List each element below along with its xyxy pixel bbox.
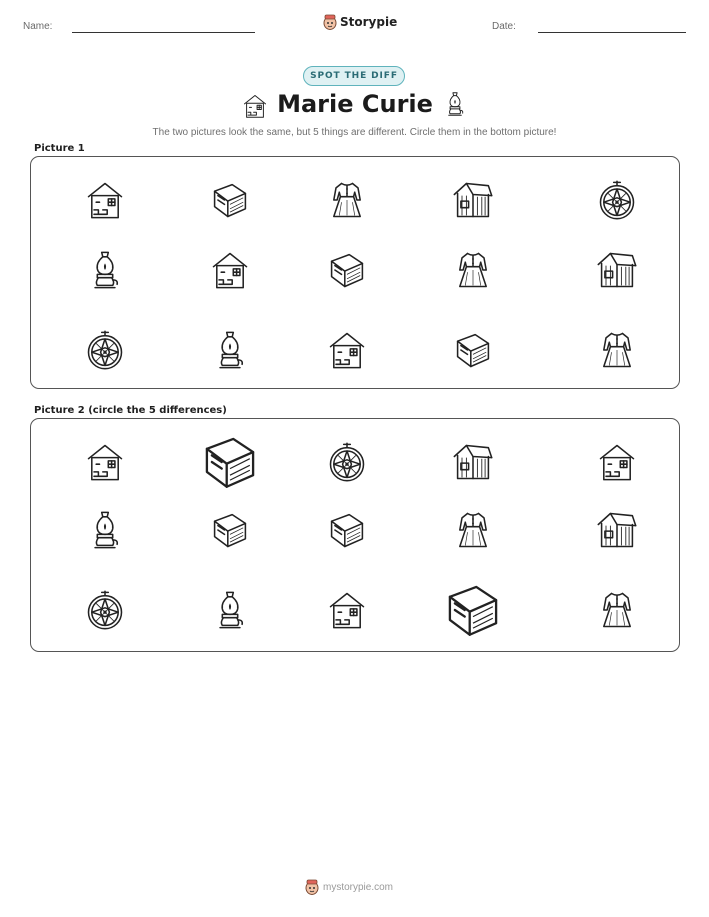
oil-lamp-icon[interactable] — [208, 588, 252, 632]
date-line[interactable] — [538, 32, 686, 33]
dress-icon[interactable] — [595, 588, 639, 632]
house-icon[interactable] — [325, 588, 369, 632]
footer — [305, 879, 393, 895]
book-icon[interactable] — [208, 178, 252, 222]
book-icon[interactable] — [451, 328, 495, 372]
dress-icon[interactable] — [451, 248, 495, 292]
house-icon[interactable] — [83, 178, 127, 222]
shed-icon[interactable] — [451, 440, 495, 484]
book-icon[interactable] — [325, 508, 369, 552]
spot-the-diff-badge: SPOT THE DIFF — [303, 66, 405, 86]
dress-icon[interactable] — [451, 508, 495, 552]
compass-icon[interactable] — [325, 440, 369, 484]
oil-lamp-icon[interactable] — [208, 328, 252, 372]
shed-icon[interactable] — [595, 508, 639, 552]
brand-name: Storypie — [340, 15, 398, 29]
book-icon[interactable] — [325, 248, 369, 292]
house-icon[interactable] — [208, 248, 252, 292]
name-line[interactable] — [72, 32, 255, 33]
title-oil-lamp-icon — [441, 90, 469, 122]
compass-icon[interactable] — [83, 588, 127, 632]
name-label: Name: — [23, 21, 53, 32]
page-title: Marie Curie — [277, 90, 433, 118]
storypie-mascot-icon — [305, 879, 319, 895]
footer-url[interactable]: mystorypie.com — [323, 881, 394, 893]
book-icon[interactable] — [208, 508, 252, 552]
dress-icon[interactable] — [325, 178, 369, 222]
instructions: The two pictures look the same, but 5 things are different. Circle them in the bottom picture! — [152, 127, 557, 138]
date-label: Date: — [492, 21, 516, 32]
oil-lamp-icon[interactable] — [83, 508, 127, 552]
oil-lamp-icon[interactable] — [83, 248, 127, 292]
dress-icon[interactable] — [595, 328, 639, 372]
shed-icon[interactable] — [451, 178, 495, 222]
house-icon[interactable] — [325, 328, 369, 372]
book-icon[interactable] — [197, 429, 263, 495]
storypie-mascot-icon — [323, 14, 337, 30]
shed-icon[interactable] — [595, 248, 639, 292]
house-icon[interactable] — [83, 440, 127, 484]
picture2-label: Picture 2 (circle the 5 differences) — [34, 405, 227, 416]
house-icon[interactable] — [595, 440, 639, 484]
brand-logo — [323, 14, 397, 30]
compass-icon[interactable] — [83, 328, 127, 372]
book-icon[interactable] — [440, 577, 506, 643]
picture1-label: Picture 1 — [34, 143, 85, 154]
compass-icon[interactable] — [595, 178, 639, 222]
